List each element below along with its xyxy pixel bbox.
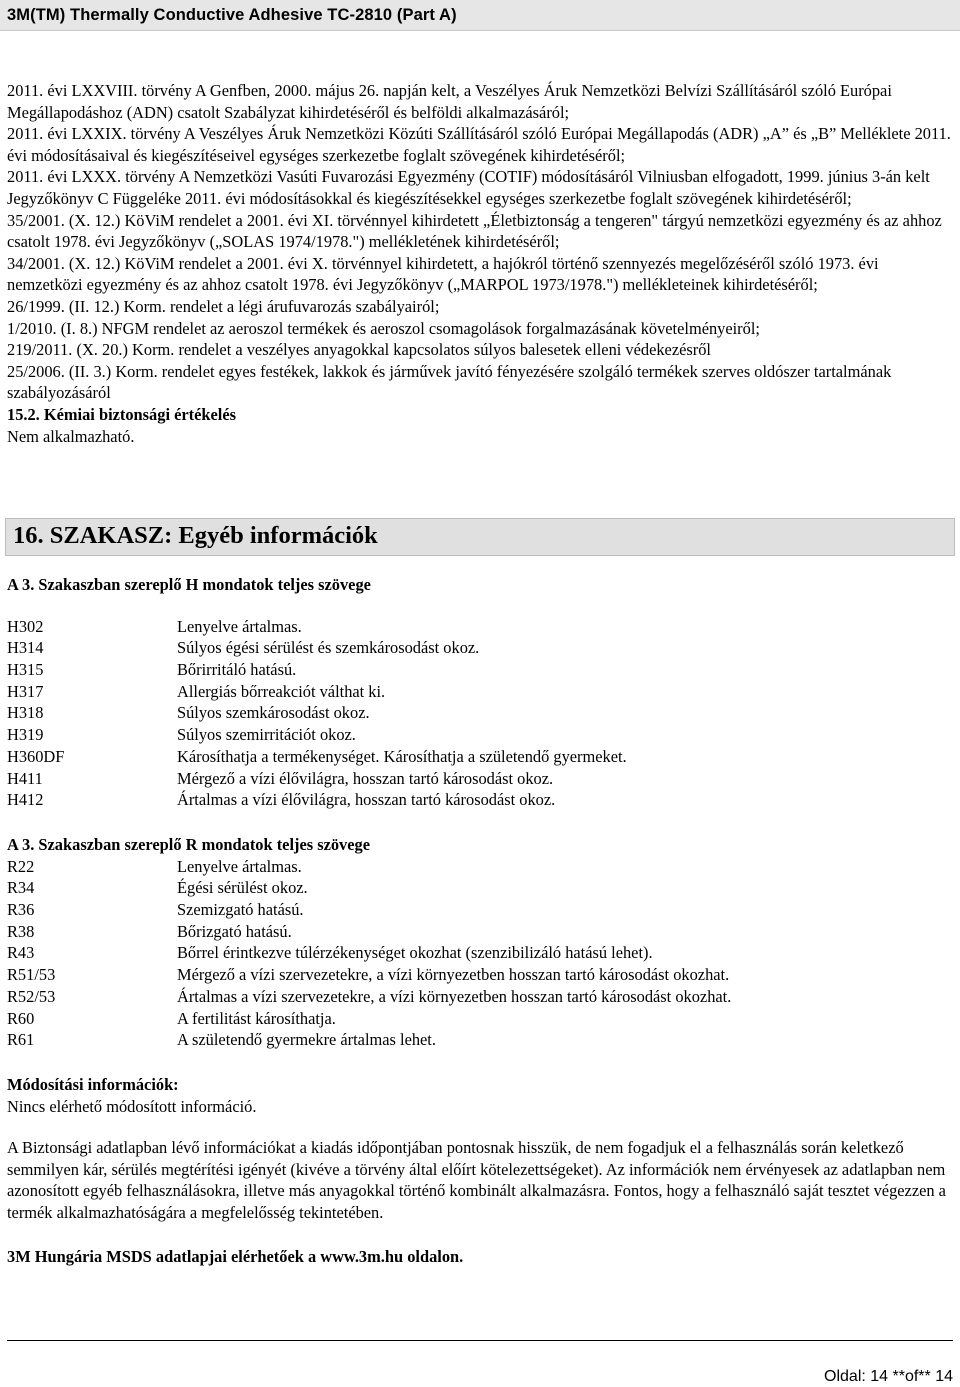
statement-code: R38 [7, 921, 35, 941]
footer-divider [7, 1340, 953, 1341]
statement-text: Bőrirritáló hatású. [177, 660, 297, 679]
r-statements-table [7, 856, 731, 1051]
statement-code: R34 [7, 878, 35, 898]
statement-text: A fertilitást károsíthatja. [177, 1008, 336, 1028]
statement-code: R52/53 [7, 986, 56, 1006]
statement-text: Égési sérülést okoz. [177, 878, 308, 898]
statement-code: R36 [7, 900, 35, 919]
statement-code: H315 [7, 660, 44, 679]
document-title: 3M(TM) Thermally Conductive Adhesive TC-2810 (Part A) [7, 6, 457, 24]
statement-row [7, 899, 731, 921]
statement-text: Károsíthatja a termékenységet. Károsíthatja a születendő gyermeket. [177, 746, 627, 766]
statement-row [7, 681, 627, 703]
statement-code: R43 [7, 943, 35, 963]
statement-code: H317 [7, 681, 44, 701]
statement-row [7, 659, 627, 681]
statement-code: H360DF [7, 746, 65, 766]
statement-row [7, 789, 627, 811]
document-header [0, 0, 960, 31]
statement-row [7, 1008, 731, 1030]
h-statements-block [7, 574, 952, 811]
statement-text: Ártalmas a vízi élővilágra, hosszan tartó károsodást okoz. [177, 790, 556, 810]
statement-row [7, 768, 627, 790]
statement-text: Lenyelve ártalmas. [177, 856, 302, 876]
statement-code: R60 [7, 1008, 35, 1028]
regulation-item: 1/2010. (I. 8.) NFGM rendelet az aeroszol termékek és aeroszol csomagolások forgalmazásának követelményeiről; [7, 318, 760, 338]
statement-code: R61 [7, 1030, 35, 1050]
modifications-block [7, 1074, 952, 1117]
statement-code: H302 [7, 616, 44, 636]
regulation-item: 2011. évi LXXX. törvény A Nemzetközi Vasúti Fuvarozási Egyezmény (COTIF) módosításáról Vilniusban elfogadott, 1999. június 3-án kelt Jegyzőkönyv C Függeléke 2011. évi módosításokkal és kiegészítésekkel egységes szerkezetbe foglalt szövegének kihirdetéséről; [7, 167, 930, 208]
modifications-title: Módosítási információk: [7, 1075, 179, 1094]
statement-text: Bőrrel érintkezve túlérzékenységet okozhat (szenzibilizáló hatású lehet). [177, 943, 653, 963]
statement-text: Súlyos égési sérülést és szemkárosodást okoz. [177, 638, 480, 658]
statement-code: R22 [7, 856, 35, 876]
h-statements-title: A 3. Szakaszban szereplő H mondatok teljes szövege [7, 575, 371, 594]
regulation-item: 26/1999. (II. 12.) Korm. rendelet a légi árufuvarozás szabályairól; [7, 296, 440, 316]
statement-text: Mérgező a vízi élővilágra, hosszan tartó károsodást okoz. [177, 768, 554, 788]
chem-safety-text: Nem alkalmazható. [7, 426, 135, 446]
regulations-list [7, 80, 952, 447]
regulation-item: 25/2006. (II. 3.) Korm. rendelet egyes festékek, lakkok és járművek javító fényezésére szolgáló termékek szerves oldószer tartalmának szabályozásáról [7, 361, 892, 403]
statement-row [7, 942, 731, 964]
regulation-item: 34/2001. (X. 12.) KöViM rendelet a 2001. évi X. törvénnyel kihirdetett, a hajókról történő szennyezés megelőzéséről szóló 1973. évi nemzetközi egyezmény és az ahhoz csatolt 1978. évi Jegyzőkönyv („MARPOL 1973/1978.") mellékleteinek kihirdetéséről; [7, 253, 879, 295]
statement-row [7, 746, 627, 768]
statement-row [7, 616, 627, 638]
statement-row [7, 856, 731, 878]
regulation-item: 2011. évi LXXVIII. törvény A Genfben, 2000. május 26. napján kelt, a Veszélyes Áruk Nemzetközi Belvízi Szállításáról szóló Európai Megállapodáshoz (ADN) csatolt Szabályzat kihirdetéséről és belföldi alkalmazásáról; [7, 81, 892, 122]
statement-text: Bőrizgató hatású. [177, 921, 292, 941]
statement-text: Súlyos szemirritációt okoz. [177, 725, 356, 745]
disclaimer-block [7, 1137, 952, 1223]
r-statements-title: A 3. Szakaszban szereplő R mondatok teljes szövege [7, 835, 371, 854]
page-number: Oldal: 14 **of** 14 [824, 1368, 953, 1385]
statement-code: H314 [7, 638, 44, 658]
modifications-text: Nincs elérhető módosított információ. [7, 1096, 257, 1116]
statement-row [7, 986, 731, 1008]
section-16-heading [5, 518, 955, 556]
statement-text: Szemizgató hatású. [177, 900, 304, 919]
statement-text: A születendő gyermekre ártalmas lehet. [177, 1030, 436, 1050]
statement-text: Mérgező a vízi szervezetekre, a vízi környezetben hosszan tartó károsodást okozhat. [177, 965, 730, 985]
section-16-title: 16. SZAKASZ: Egyéb információk [13, 522, 378, 549]
statement-code: H319 [7, 725, 44, 745]
regulation-item: 219/2011. (X. 20.) Korm. rendelet a veszélyes anyagokkal kapcsolatos súlyos balesetek elleni védekezésről [7, 340, 711, 360]
r-statements-block [7, 834, 952, 1051]
chem-safety-heading: 15.2. Kémiai biztonsági értékelés [7, 404, 236, 424]
h-statements-table [7, 616, 627, 811]
regulation-item: 35/2001. (X. 12.) KöViM rendelet a 2001. évi XI. törvénnyel kihirdetett „Életbiztonság a tengeren" tárgyú nemzetközi egyezmény és az ahhoz csatolt 1978. évi Jegyzőkönyv („SOLAS 1974/1978.") mellékletének kihirdetéséről; [7, 210, 942, 252]
statement-row [7, 724, 627, 746]
statement-text: Súlyos szemkárosodást okoz. [177, 703, 370, 723]
statement-code: R51/53 [7, 965, 56, 985]
regulation-item: 2011. évi LXXIX. törvény A Veszélyes Áruk Nemzetközi Közúti Szállításáról szóló Európai Megállapodás (ADR) „A” és „B” Melléklete 2011. évi módosításaival és kiegészítéseivel egységes szerkezetbe foglalt szövegének kihirdetéséről; [7, 124, 951, 165]
statement-row [7, 921, 731, 943]
statement-row [7, 1029, 731, 1051]
statement-text: Ártalmas a vízi szervezetekre, a vízi környezetben hosszan tartó károsodást okozhat. [177, 986, 732, 1006]
availability-text: 3M Hungária MSDS adatlapjai elérhetőek a www.3m.hu oldalon. [7, 1247, 464, 1266]
disclaimer-text: A Biztonsági adatlapban lévő információkat a kiadás időpontjában pontosnak hisszük, de nem fogadjuk el a felhasználás során keletkező semmilyen kár, sérülés megtérítési igényét (kivéve a törvény által előírt kötelezettségeket). Az információk nem érvényesek az adatlapban nem azonosított egyéb felhasználásokra, illetve más anyagokkal történő kombinált alkalmazásra. Fontos, hogy a felhasználó saját tesztet végezzen a termék alkalmazhatóságára a megfelelősség tekintetében. [7, 1138, 946, 1222]
statement-row [7, 964, 731, 986]
statement-row [7, 877, 731, 899]
statement-row [7, 702, 627, 724]
statement-text: Lenyelve ártalmas. [177, 616, 302, 636]
availability-block [7, 1246, 952, 1268]
statement-row [7, 637, 627, 659]
statement-code: H318 [7, 703, 44, 723]
statement-code: H412 [7, 790, 44, 810]
statement-text: Allergiás bőrreakciót válthat ki. [177, 681, 386, 701]
statement-code: H411 [7, 768, 43, 788]
